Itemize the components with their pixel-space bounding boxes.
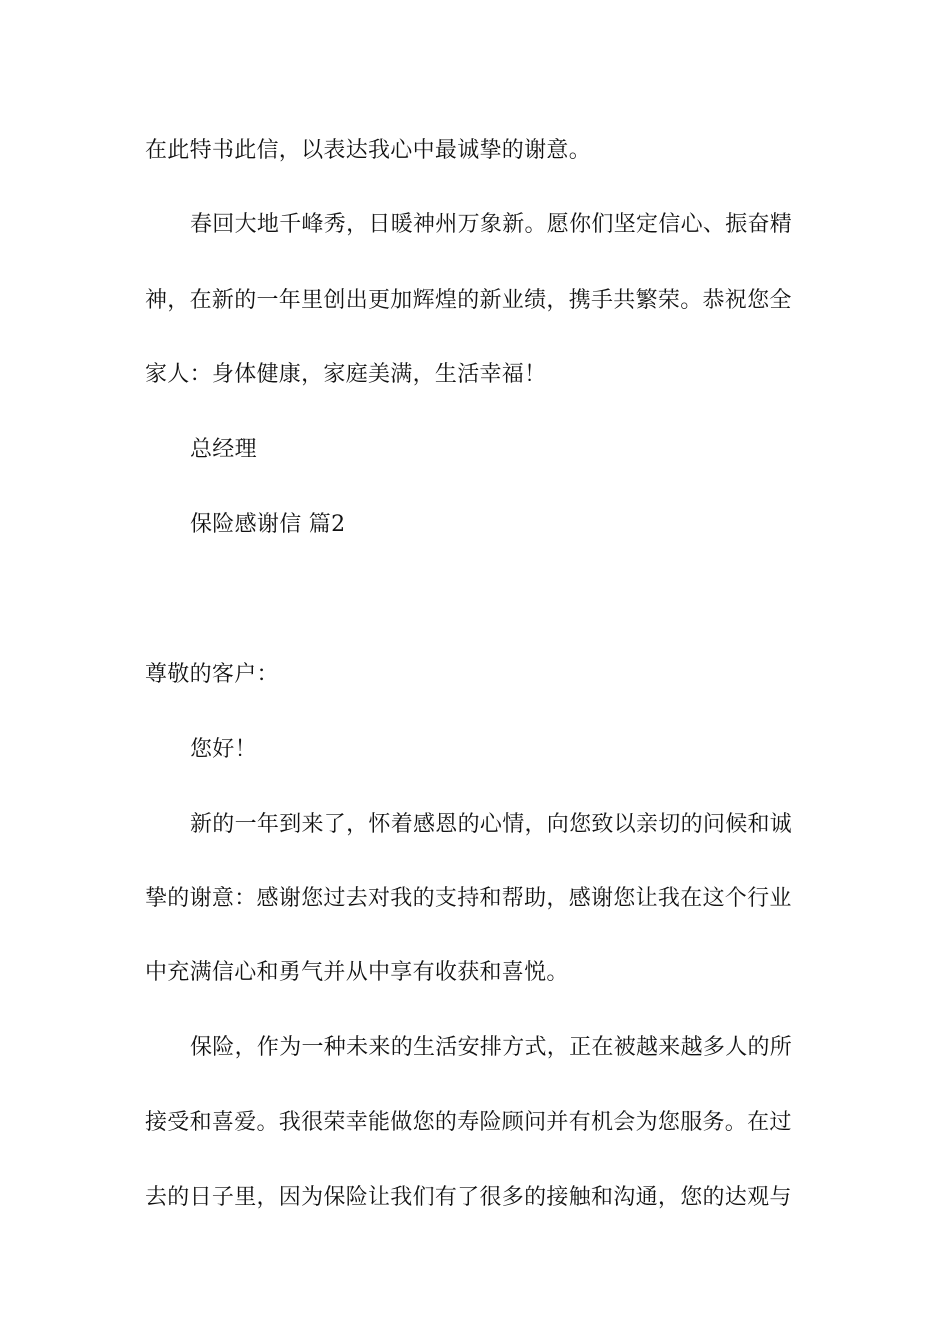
paragraph-line: 挚的谢意：感谢您过去对我的支持和帮助，感谢您让我在这个行业 — [145, 886, 792, 911]
paragraph-line: 在此特书此信，以表达我心中最诚挚的谢意。 — [145, 138, 592, 163]
greeting: 您好！ — [190, 737, 257, 762]
paragraph-line: 接受和喜爱。我很荣幸能做您的寿险顾问并有机会为您服务。在过 — [145, 1110, 792, 1135]
signature-title: 总经理 — [190, 437, 257, 462]
section-heading: 保险感谢信 篇2 — [190, 512, 346, 537]
paragraph-line: 家人：身体健康，家庭美满，生活幸福！ — [145, 362, 547, 387]
paragraph-line: 保险，作为一种未来的生活安排方式，正在被越来越多人的所 — [190, 1035, 793, 1060]
paragraph-line: 神，在新的一年里创出更加辉煌的新业绩，携手共繁荣。恭祝您全 — [145, 288, 792, 313]
paragraph-line: 新的一年到来了，怀着感恩的心情，向您致以亲切的问候和诚 — [190, 812, 793, 837]
paragraph-line: 去的日子里，因为保险让我们有了很多的接触和沟通，您的达观与 — [145, 1185, 792, 1210]
salutation: 尊敬的客户： — [145, 662, 279, 687]
paragraph-line: 春回大地千峰秀，日暖神州万象新。愿你们坚定信心、振奋精 — [190, 212, 793, 237]
paragraph-line: 中充满信心和勇气并从中享有收获和喜悦。 — [145, 960, 569, 985]
